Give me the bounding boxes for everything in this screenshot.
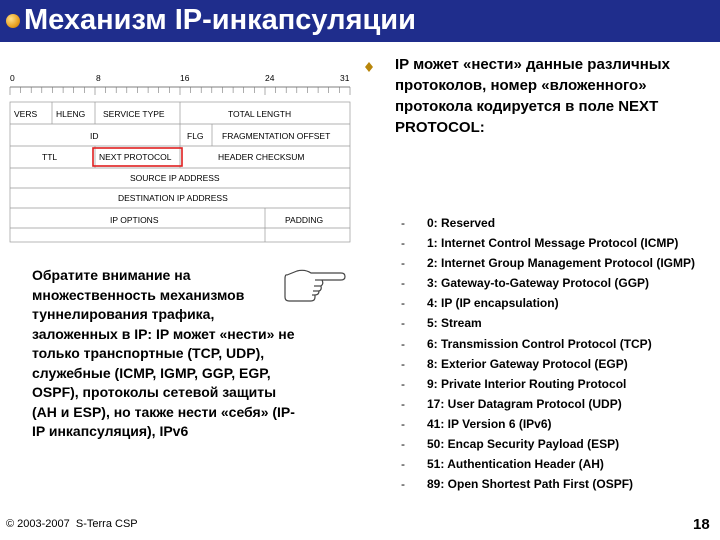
bit-label: 31: [340, 73, 350, 83]
list-item: - 8: Exterior Gateway Protocol (EGP): [401, 356, 628, 371]
list-item: - 50: Encap Security Payload (ESP): [401, 437, 620, 452]
list-item: - 41: IP Version 6 (IPv6): [401, 416, 552, 431]
list-item: - 9: Private Interior Routing Protocol: [401, 376, 627, 391]
field-service-type: SERVICE TYPE: [103, 109, 165, 119]
list-item: - 4: IP (IP encapsulation): [401, 296, 559, 311]
list-item: - 6: Transmission Control Protocol (TCP): [401, 336, 652, 351]
list-item: - 0: Reserved: [401, 216, 496, 230]
bit-scale: [10, 73, 350, 95]
note-text: Обратите внимание на множественность механизмов туннелирования трафика, заложенных в IP: IP может «нести» не только транспортные (TCP, UDP), служебные (ICMP, IGMP, GGP, EGP, OSPF), протоколы сетевой защиты (AH и ESP), но также нести «себя» (IP-IP инкапсуляция), IPv6: [32, 267, 295, 439]
list-item: - 51: Authentication Header (AH): [401, 457, 604, 472]
list-item: - 17: User Datagram Protocol (UDP): [401, 396, 622, 411]
field-header-checksum: HEADER CHECKSUM: [218, 152, 305, 162]
field-ttl: TTL: [42, 152, 58, 162]
list-item: - 2: Internet Group Management Protocol (IGMP): [401, 256, 696, 271]
footer-copyright: © 2003-2007 S-Terra CSP: [6, 518, 138, 530]
slide-title: Механизм IP-инкапсуляции: [24, 4, 416, 36]
bit-label: 8: [96, 73, 101, 83]
main-point: IP может «нести» данные различных протоколов, номер «вложенного» протокола кодируется в поле NEXT PROTOCOL:: [395, 56, 670, 136]
field-next-protocol: NEXT PROTOCOL: [99, 152, 172, 162]
list-item: - 1: Internet Control Message Protocol (ICMP): [401, 236, 679, 251]
pointing-hand-icon: [281, 265, 347, 305]
page-number: 18: [693, 516, 710, 533]
ip-header-diagram: [0, 60, 360, 260]
field-total-length: TOTAL LENGTH: [228, 109, 292, 119]
field-ip-options: IP OPTIONS: [110, 215, 159, 225]
field-id: ID: [90, 131, 99, 141]
field-fragment-offset: FRAGMENTATION OFFSET: [222, 131, 331, 141]
bit-label: 0: [10, 73, 15, 83]
field-flags: FLG: [187, 131, 204, 141]
field-source-ip: SOURCE IP ADDRESS: [130, 173, 220, 183]
field-padding: PADDING: [285, 215, 324, 225]
bit-label: 16: [180, 73, 190, 83]
list-item: - 89: Open Shortest Path First (OSPF): [401, 477, 634, 492]
list-item: - 3: Gateway-to-Gateway Protocol (GGP): [401, 276, 650, 291]
field-hlen: HLENG: [56, 109, 86, 119]
title-bar: [0, 0, 720, 42]
field-destination-ip: DESTINATION IP ADDRESS: [118, 193, 228, 203]
diamond-bullet-icon: [365, 62, 373, 67]
bit-label: 24: [265, 73, 275, 83]
note-box: [26, 262, 300, 484]
protocol-list: [401, 215, 720, 496]
list-item: - 5: Stream: [401, 316, 482, 331]
title-bullet-icon: [6, 14, 20, 28]
field-vers: VERS: [14, 109, 38, 119]
